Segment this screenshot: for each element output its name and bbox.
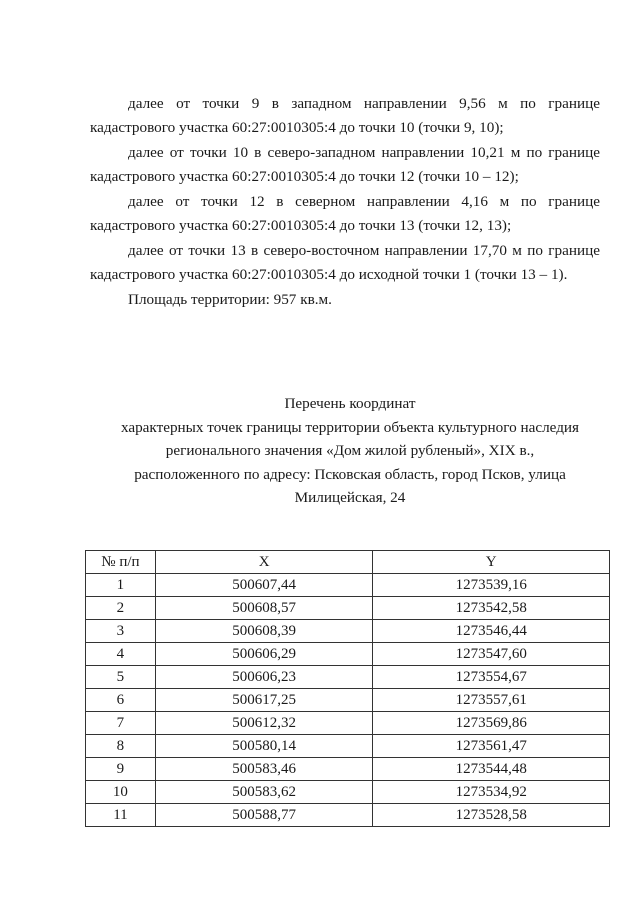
point-number: 3 [86, 620, 156, 643]
y-coordinate: 1273542,58 [373, 597, 610, 620]
x-coordinate: 500606,29 [155, 643, 373, 666]
table-row [86, 666, 610, 689]
paragraph: далее от точки 12 в северном направлении 4,16 м по границе кадастрового участка 60:27:0010305:4 до точки 13 (точки 12, 13); [90, 193, 600, 234]
column-header-number: № п/п [86, 551, 156, 574]
table-row [86, 620, 610, 643]
x-coordinate: 500583,62 [155, 781, 373, 804]
x-coordinate: 500608,57 [155, 597, 373, 620]
table-row [86, 689, 610, 712]
point-number: 2 [86, 597, 156, 620]
area-paragraph: Площадь территории: 957 кв.м. [128, 291, 332, 308]
point-number: 6 [86, 689, 156, 712]
y-coordinate: 1273544,48 [373, 758, 610, 781]
table-row [86, 758, 610, 781]
y-coordinate: 1273534,92 [373, 781, 610, 804]
point-number: 5 [86, 666, 156, 689]
column-header-y: Y [373, 551, 610, 574]
heading-line: Перечень координат [284, 395, 416, 412]
heading-line: регионального значения «Дом жилой рубленый», XIX в., [165, 442, 535, 459]
x-coordinate: 500617,25 [155, 689, 373, 712]
point-number: 1 [86, 574, 156, 597]
heading-line: характерных точек границы территории объекта культурного наследия [120, 418, 580, 436]
x-coordinate: 500606,23 [155, 666, 373, 689]
x-coordinate: 500607,44 [155, 574, 373, 597]
x-coordinate: 500583,46 [155, 758, 373, 781]
table-row [86, 574, 610, 597]
y-coordinate: 1273554,67 [373, 666, 610, 689]
point-number: 10 [86, 781, 156, 804]
table-row [86, 597, 610, 620]
table-row [86, 712, 610, 735]
x-coordinate: 500588,77 [155, 804, 373, 827]
x-coordinate: 500612,32 [155, 712, 373, 735]
heading-line: расположенного по адресу: Псковская область, город Псков, улица [134, 465, 566, 483]
y-coordinate: 1273557,61 [373, 689, 610, 712]
point-number: 11 [86, 804, 156, 827]
table-row [86, 804, 610, 827]
table-header-row [86, 551, 610, 574]
table-row [86, 643, 610, 666]
point-number: 4 [86, 643, 156, 666]
y-coordinate: 1273539,16 [373, 574, 610, 597]
point-number: 9 [86, 758, 156, 781]
paragraph: далее от точки 9 в западном направлении 9,56 м по границе кадастрового участка 60:27:0010305:4 до точки 10 (точки 9, 10); [90, 95, 600, 136]
coordinates-table [85, 550, 610, 827]
table-heading [70, 392, 630, 510]
table-row [86, 781, 610, 804]
table-row [86, 735, 610, 758]
y-coordinate: 1273528,58 [373, 804, 610, 827]
heading-line: Милицейская, 24 [294, 489, 406, 506]
point-number: 8 [86, 735, 156, 758]
point-number: 7 [86, 712, 156, 735]
x-coordinate: 500608,39 [155, 620, 373, 643]
y-coordinate: 1273561,47 [373, 735, 610, 758]
column-header-x: X [155, 551, 373, 574]
x-coordinate: 500580,14 [155, 735, 373, 758]
y-coordinate: 1273547,60 [373, 643, 610, 666]
y-coordinate: 1273546,44 [373, 620, 610, 643]
paragraph: далее от точки 10 в северо-западном направлении 10,21 м по границе кадастрового участка 60:27:0010305:4 до точки 12 (точки 10 – 12); [90, 144, 600, 185]
y-coordinate: 1273569,86 [373, 712, 610, 735]
paragraph: далее от точки 13 в северо-восточном направлении 17,70 м по границе кадастрового участка 60:27:0010305:4 до исходной точки 1 (точки 13 – 1). [90, 242, 600, 283]
boundary-description [90, 92, 600, 314]
